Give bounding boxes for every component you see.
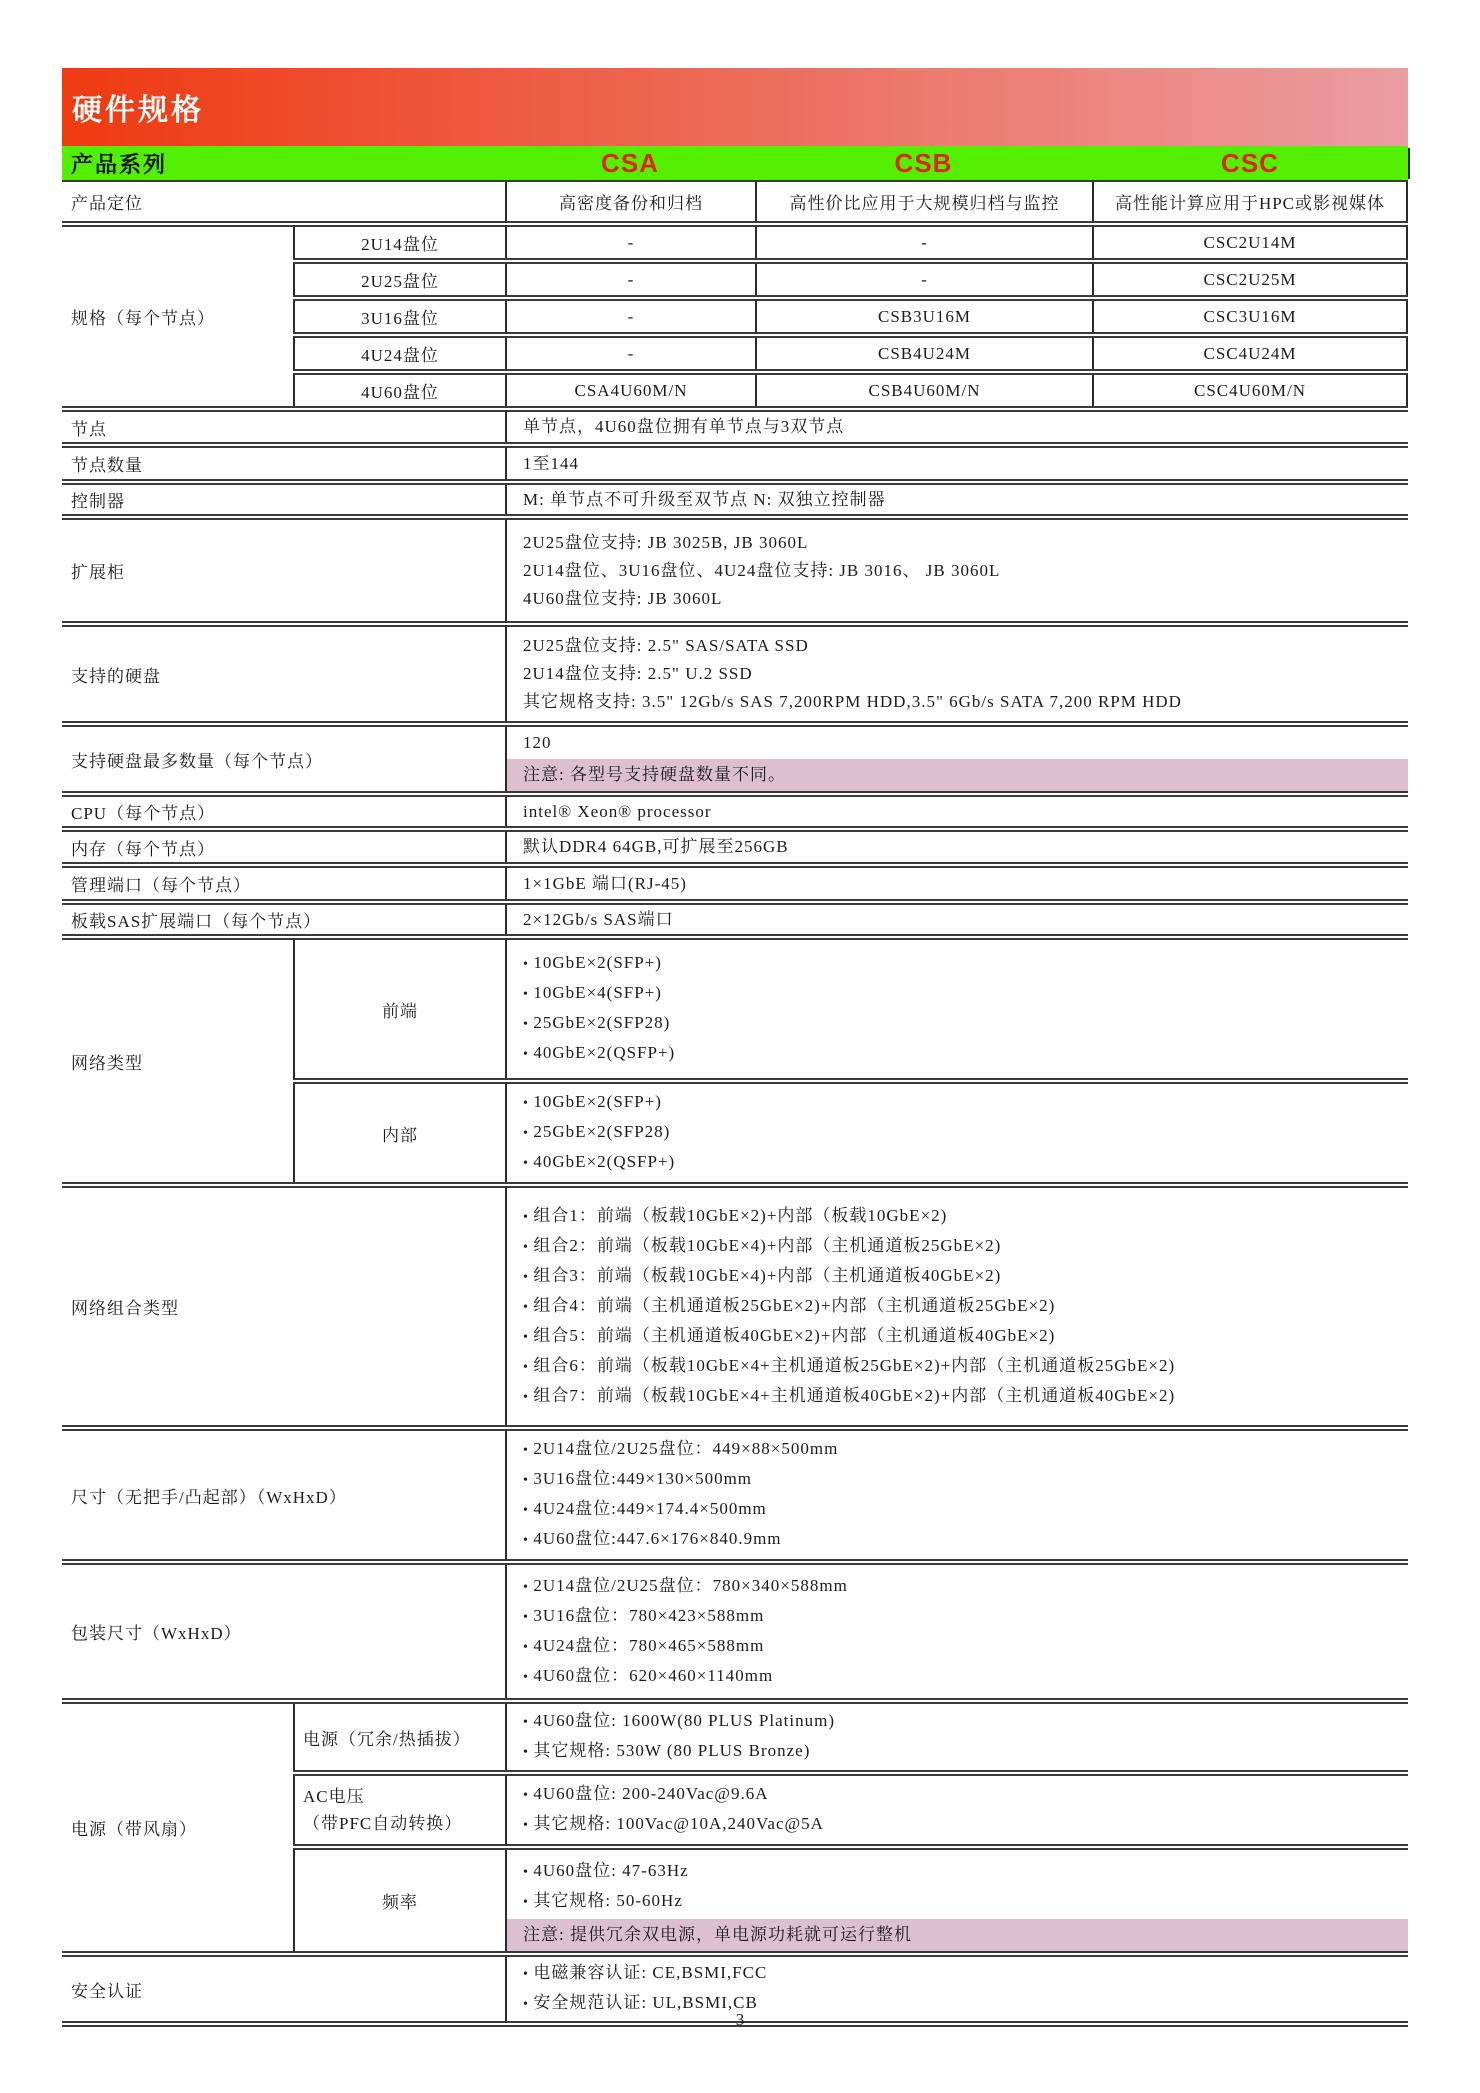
row-cpu: [62, 791, 1408, 826]
cell-csc: CSC4U24M: [1092, 338, 1408, 369]
power-sub-label-lines: [303, 1783, 462, 1837]
spec-row-2u14: [293, 227, 1408, 258]
cell-csb: 高性价比应用于大规模归档与监控: [755, 182, 1092, 221]
value-line: • 组合2：前端（板载10GbE×4)+内部（主机通道板25GbE×2): [507, 1232, 1408, 1262]
cell-value: [505, 727, 1408, 791]
form-factor: 2U25盘位: [293, 264, 505, 295]
label-line: （带PFC自动转换）: [303, 1814, 463, 1833]
cell-csa: -: [505, 264, 755, 295]
spec-row-3u16: [293, 295, 1408, 332]
value-line: • 3U16盘位：780×423×588mm: [507, 1602, 1408, 1632]
cell-csa: -: [505, 227, 755, 258]
value-line: • 组合4：前端（主机通道板25GbE×2)+内部（主机通道板25GbE×2): [507, 1292, 1408, 1322]
cell-value: [505, 1565, 1408, 1698]
cell-csa: CSA4U60M/N: [505, 375, 755, 406]
value-line: 2U25盘位支持: 2.5" SAS/SATA SSD: [523, 636, 809, 655]
cell-value: [505, 627, 1408, 721]
series-col-csa: CSA: [601, 147, 659, 178]
value-line: • 2U14盘位/2U25盘位：780×340×588mm: [507, 1572, 1408, 1602]
value-line: • 4U24盘位:449×174.4×500mm: [507, 1495, 1408, 1525]
row-label: 支持硬盘最多数量（每个节点）: [71, 751, 323, 771]
value-line: • 组合6：前端（板载10GbE×4+主机通道板25GbE×2)+内部（主机通道板25GbE×2): [507, 1352, 1408, 1382]
cell-value: [505, 1776, 1408, 1844]
product-series-bar: [62, 146, 1408, 180]
cell-value: [505, 832, 1408, 862]
row-positioning: [62, 180, 1408, 221]
value-line: • 10GbE×2(SFP+): [507, 1088, 1408, 1118]
spec-row-4u60: [293, 369, 1408, 406]
value-text: 默认DDR4 64GB,可扩展至256GB: [523, 837, 789, 856]
row-label: 规格（每个节点）: [71, 309, 215, 328]
power-sub-label: 电源（冗余/热插拔）: [293, 1704, 505, 1770]
cell-csa: -: [505, 301, 755, 332]
row-label: 支持的硬盘: [71, 666, 161, 686]
value-line: • 4U24盘位：780×465×588mm: [507, 1632, 1408, 1662]
cell-csc: CSC2U25M: [1092, 264, 1408, 295]
cell-csc: 高性能计算应用于HPC或影视媒体: [1092, 182, 1408, 221]
row-power: [62, 1698, 1408, 1951]
cell-value: [505, 412, 1408, 442]
value-line: • 40GbE×2(QSFP+): [507, 1148, 1408, 1178]
value-line: 其它规格支持: 3.5" 12Gb/s SAS 7,200RPM HDD,3.5" 6Gb/s SATA 7,200 RPM HDD: [523, 692, 1182, 711]
row-label: 网络类型: [71, 1053, 143, 1073]
label-line: AC电压: [303, 1787, 365, 1806]
value-line: • 组合1：前端（板载10GbE×2)+内部（板载10GbE×2): [507, 1202, 1408, 1232]
value-text: 1×1GbE 端口(RJ-45): [523, 873, 687, 893]
value-line: • 4U60盘位:447.6×176×840.9mm: [507, 1525, 1408, 1555]
page-number: 3: [735, 2010, 745, 2029]
row-package-size: [62, 1559, 1408, 1698]
row-label: CPU（每个节点）: [71, 804, 216, 823]
value-line: • 电磁兼容认证: CE,BSMI,FCC: [507, 1959, 1408, 1989]
value-line: • 其它规格: 530W (80 PLUS Bronze): [507, 1737, 1408, 1767]
row-label: 控制器: [71, 492, 125, 511]
cell-value: [505, 485, 1408, 514]
value-line: • 4U60盘位：620×460×1140mm: [507, 1662, 1408, 1692]
row-label: 扩展柜: [71, 563, 125, 582]
row-label: 尺寸（无把手/凸起部）（WxHxD）: [71, 1487, 347, 1507]
row-sas-port: [62, 899, 1408, 934]
value-text: M: 单节点不可升级至双节点 N: 双独立控制器: [523, 489, 886, 509]
row-label: 安全认证: [71, 1981, 143, 2001]
value-text: 1至144: [523, 453, 579, 473]
row-dimensions: [62, 1425, 1408, 1559]
series-col-csc: CSC: [1092, 148, 1410, 179]
form-factor: 4U60盘位: [293, 375, 505, 406]
cell-value: [505, 1850, 1408, 1951]
value-text: 120: [523, 733, 552, 752]
value-line: 2U14盘位支持: 2.5" U.2 SSD: [523, 664, 753, 683]
row-node-count: [62, 442, 1408, 479]
form-factor: 3U16盘位: [293, 301, 505, 332]
cell-csb: CSB4U24M: [755, 338, 1092, 369]
value-line: 2U14盘位、3U16盘位、4U24盘位支持: JB 3016、 JB 3060L: [523, 560, 1001, 580]
row-max-drives: [62, 721, 1408, 791]
value-line: • 10GbE×2(SFP+): [507, 949, 1408, 979]
cell-csa: -: [505, 338, 755, 369]
power-psu-row: [293, 1704, 1408, 1770]
value-line: • 3U16盘位:449×130×500mm: [507, 1465, 1408, 1495]
spec-subrows: [293, 227, 1408, 406]
note-banner: 注意: 各型号支持硬盘数量不同。: [507, 759, 1408, 791]
row-label: 包装尺寸（WxHxD）: [71, 1624, 242, 1643]
value-line: • 4U60盘位: 200-240Vac@9.6A: [507, 1780, 1408, 1810]
spec-row-2u25: [293, 258, 1408, 295]
spec-table: [62, 180, 1408, 2027]
cell-csb: CSB4U60M/N: [755, 375, 1092, 406]
cell-value: [505, 1188, 1408, 1425]
row-spec: [62, 221, 1408, 406]
form-factor: 4U24盘位: [293, 338, 505, 369]
power-freq-row: [293, 1844, 1408, 1951]
series-label: 产品系列: [71, 151, 168, 177]
value-line: • 10GbE×4(SFP+): [507, 979, 1408, 1009]
value-text: intel® Xeon® processor: [523, 801, 712, 821]
value-line: • 4U60盘位: 47-63Hz: [507, 1857, 1408, 1887]
row-label: 节点数量: [71, 456, 143, 475]
network-side-label: 内部: [293, 1084, 505, 1182]
cell-value: [505, 940, 1408, 1078]
page-content: [62, 68, 1408, 2027]
cell-value: [505, 448, 1408, 479]
cell-csb: -: [755, 227, 1092, 258]
note-banner: 注意: 提供冗余双电源，单电源功耗就可运行整机: [507, 1919, 1408, 1951]
cell-csa: 高密度备份和归档: [505, 182, 755, 221]
row-network-type: [62, 934, 1408, 1182]
network-side-label: 前端: [293, 940, 505, 1078]
row-label: 产品定位: [71, 194, 143, 213]
value-line: • 组合7：前端（板载10GbE×4+主机通道板40GbE×2)+内部（主机通道板40GbE×2): [507, 1382, 1408, 1412]
row-drives: [62, 621, 1408, 721]
value-line: 2U25盘位支持: JB 3025B, JB 3060L: [523, 532, 809, 552]
spec-row-4u24: [293, 332, 1408, 369]
section-title-bar: [62, 68, 1408, 146]
row-label: 管理端口（每个节点）: [71, 876, 251, 895]
power-sub-label: [293, 1776, 505, 1844]
value-text: 单节点，4U60盘位拥有单节点与3双节点: [523, 417, 845, 436]
row-mgmt-port: [62, 862, 1408, 899]
cell-value: [505, 1084, 1408, 1182]
cell-value: [505, 797, 1408, 826]
cell-csb: CSB3U16M: [755, 301, 1092, 332]
form-factor: 2U14盘位: [293, 227, 505, 258]
row-memory: [62, 826, 1408, 862]
cell-csc: CSC2U14M: [1092, 227, 1408, 258]
cell-value: [505, 520, 1408, 621]
cell-csc: CSC3U16M: [1092, 301, 1408, 332]
value-line: • 25GbE×2(SFP28): [507, 1009, 1408, 1039]
power-sub-label: 频率: [293, 1850, 505, 1951]
value-line: • 其它规格: 50-60Hz: [507, 1887, 1408, 1917]
row-label: 板载SAS扩展端口（每个节点）: [71, 912, 322, 931]
cell-value: [505, 1704, 1408, 1770]
cell-value: [505, 1431, 1408, 1559]
value-text: 2×12Gb/s SAS端口: [523, 909, 674, 929]
value-line: • 4U60盘位: 1600W(80 PLUS Platinum): [507, 1707, 1408, 1737]
value-line: • 25GbE×2(SFP28): [507, 1118, 1408, 1148]
series-col-csb: CSB: [894, 147, 953, 178]
network-subrows: [293, 940, 1408, 1182]
row-label: 网络组合类型: [71, 1299, 179, 1318]
cell-csc: CSC4U60M/N: [1092, 375, 1408, 406]
value-line: • 2U14盘位/2U25盘位：449×88×500mm: [507, 1435, 1408, 1465]
row-expansion: [62, 514, 1408, 621]
power-subrows: [293, 1704, 1408, 1951]
network-internal-row: [293, 1078, 1408, 1182]
value-line: • 其它规格: 100Vac@10A,240Vac@5A: [507, 1810, 1408, 1840]
value-line: 4U60盘位支持: JB 3060L: [523, 588, 723, 608]
value-line: • 组合3：前端（板载10GbE×4)+内部（主机通道板40GbE×2): [507, 1262, 1408, 1292]
network-front-row: [293, 940, 1408, 1078]
row-label: 电源（带风扇）: [71, 1820, 197, 1839]
value-line: • 40GbE×2(QSFP+): [507, 1039, 1408, 1069]
row-controller: [62, 479, 1408, 514]
value-line: • 安全规范认证: UL,BSMI,CB: [507, 1989, 1408, 2019]
value-line: • 组合5：前端（主机通道板40GbE×2)+内部（主机通道板40GbE×2): [507, 1322, 1408, 1352]
cell-value: [505, 868, 1408, 899]
row-node: [62, 406, 1408, 442]
cell-csb: -: [755, 264, 1092, 295]
row-label: 节点: [71, 419, 107, 439]
row-network-combos: [62, 1182, 1408, 1425]
power-ac-row: [293, 1770, 1408, 1844]
section-title: 硬件规格: [72, 94, 204, 127]
cell-value: [505, 905, 1408, 934]
row-label: 内存（每个节点）: [71, 839, 215, 859]
